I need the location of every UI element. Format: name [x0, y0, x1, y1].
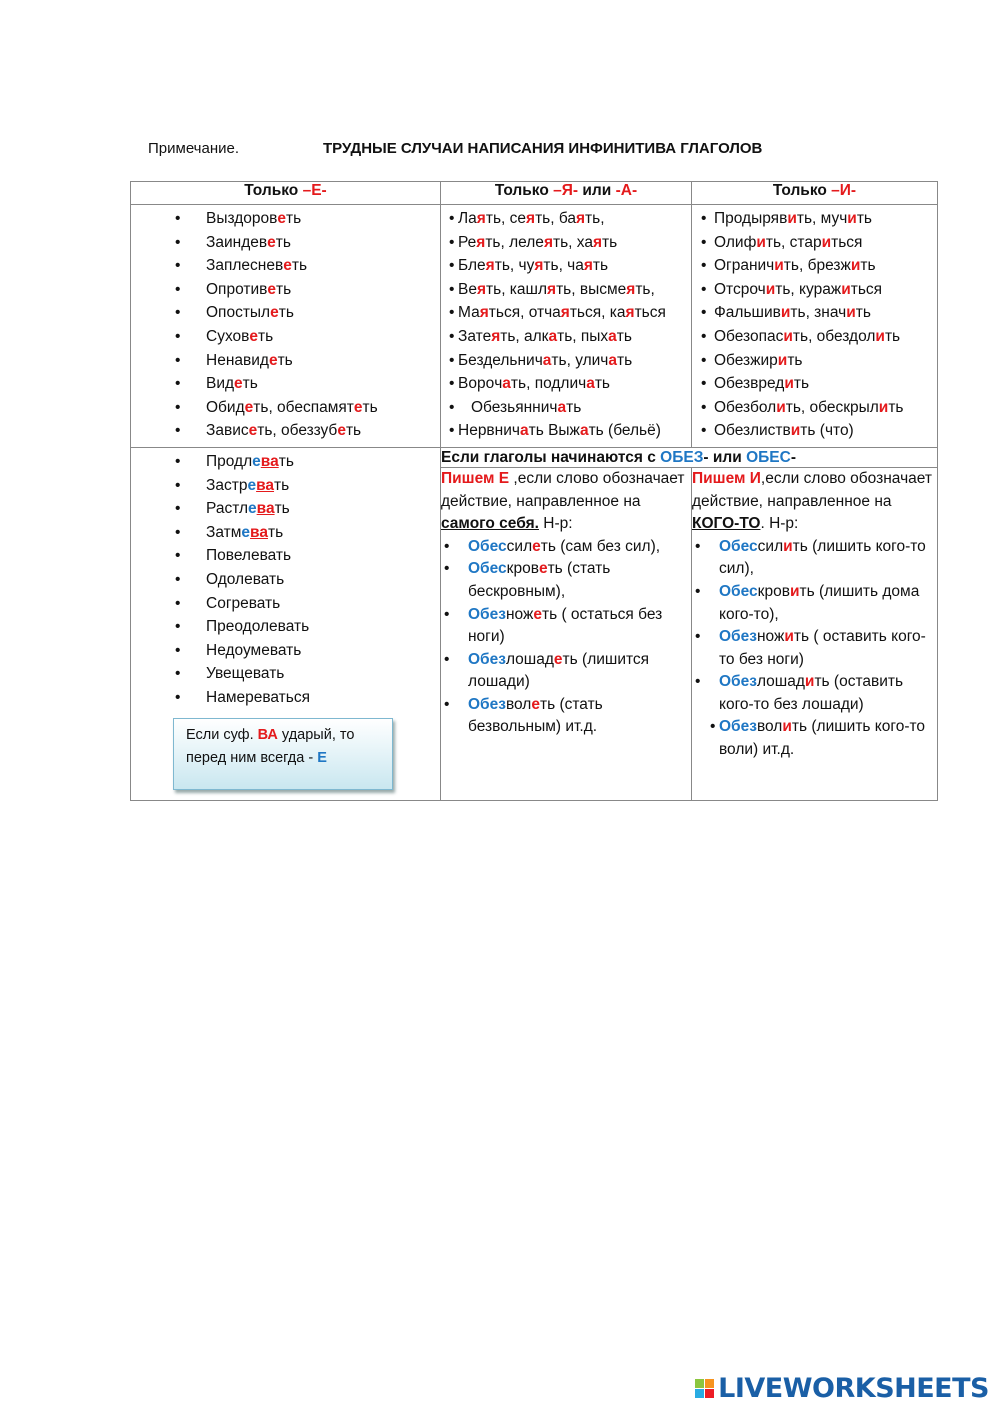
note-label: Примечание.	[148, 140, 239, 157]
list-item: • Недоумевать	[131, 639, 440, 663]
i-word-list	[692, 205, 937, 447]
list-item: • Обезболить, обескрылить	[692, 396, 937, 420]
list-item: • Выздороветь	[131, 207, 440, 231]
list-item: • Веять, кашлять, высмеять,	[441, 278, 691, 302]
list-item: • Заплесневеть	[131, 254, 440, 278]
list-item: • Повелевать	[131, 544, 440, 568]
list-item: • Согревать	[131, 592, 440, 616]
list-item: • Обезвредить	[692, 372, 937, 396]
list-item: • Ненавидеть	[131, 349, 440, 373]
column-header-i: Только –И-	[692, 182, 938, 205]
list-item: • Обезжирить	[692, 349, 937, 373]
list-item: • Обескровить (лишить дома кого-то),	[692, 581, 937, 626]
list-item: • Опостылеть	[131, 301, 440, 325]
list-item: • Обезлошадеть (лишится лошади)	[441, 649, 691, 694]
list-item: • Зависеть, обеззубеть	[131, 419, 440, 443]
column-header-e: Только –Е-	[131, 182, 441, 205]
list-item: • Застревать	[131, 474, 440, 498]
e-column-cell	[131, 205, 441, 448]
i-column-cell	[692, 205, 938, 448]
list-item: • Обезножеть ( остаться без ноги)	[441, 604, 691, 649]
page-header	[148, 140, 948, 162]
brand-name: LIVEWORKSHEETS	[718, 1372, 989, 1404]
list-item: • Нервничать Выжать (бельё)	[441, 419, 691, 443]
list-item: • Преодолевать	[131, 615, 440, 639]
list-item: • Продырявить, мучить	[692, 207, 937, 231]
list-item: • Обезлошадить (оставить кого-то без лошади)	[692, 671, 937, 716]
column-header-ya-a: Только –Я- или -А-	[441, 182, 692, 205]
page-title: ТРУДНЫЕ СЛУЧАИ НАПИСАНИЯ ИНФИНИТИВА ГЛАГОЛОВ	[323, 140, 763, 157]
rules-table	[130, 181, 938, 801]
list-item: • Обидеть, обеспамятеть	[131, 396, 440, 420]
list-item: • Продлевать	[131, 450, 440, 474]
table-header-row	[131, 182, 938, 205]
list-item: • Реять, лелеять, хаять	[441, 231, 691, 255]
list-item: • Заиндеветь	[131, 231, 440, 255]
list-item: • Маяться, отчаяться, каяться	[441, 301, 691, 325]
list-item: • Обезножить ( оставить кого-то без ноги)	[692, 626, 937, 671]
ya-a-word-list	[441, 205, 691, 447]
ya-a-column-cell	[441, 205, 692, 448]
list-item: • Ограничить, брезжить	[692, 254, 937, 278]
list-item: • Видеть	[131, 372, 440, 396]
list-item: • Обезьянничать	[441, 396, 691, 420]
list-item: • Намереваться	[131, 686, 440, 710]
list-item: • Обезопасить, обездолить	[692, 325, 937, 349]
list-item: • Суховеть	[131, 325, 440, 349]
list-item: • Ворoчать, подличать	[441, 372, 691, 396]
obez-obes-header: Если глаголы начинаются с ОБЕЗ- или ОБЕС-	[441, 447, 938, 467]
list-item: • Фальшивить, значить	[692, 301, 937, 325]
examples-e-list	[441, 536, 691, 739]
rule-e-cell	[441, 467, 692, 801]
list-item: • Растлевать	[131, 497, 440, 521]
list-item: • Блеять, чуять, чаять	[441, 254, 691, 278]
rule-e-text: Пишем Е ,если слово обозначает действие, направленное на самого себя. Н-р:	[441, 469, 685, 533]
examples-i-list	[692, 536, 937, 762]
rule-i-cell	[692, 467, 938, 801]
list-item: • Бездельничать, уличать	[441, 349, 691, 373]
liveworksheets-logo	[695, 1371, 989, 1405]
rule-i-text: Пишем И,если слово обозначает действие, направленное на КОГО-ТО. Н-р:	[692, 469, 932, 533]
list-item: • Опротиветь	[131, 278, 440, 302]
eva-word-list	[131, 448, 440, 714]
list-item: • Обезволить (лишить кого-то воли) ит.д.	[692, 716, 937, 761]
list-item: • Затеять, алкать, пыхать	[441, 325, 691, 349]
list-item: • Затмевать	[131, 521, 440, 545]
list-item: • Увещевать	[131, 662, 440, 686]
list-item: • Обезлиствить (что)	[692, 419, 937, 443]
list-item: • Олифить, стариться	[692, 231, 937, 255]
table-row	[131, 447, 938, 467]
eva-column-cell	[131, 447, 441, 801]
table-row	[131, 205, 938, 448]
stress-rule-callout: Если суф. ВА ударый, то перед ним всегда - Е	[173, 718, 393, 790]
list-item: • Обессилеть (сам без сил),	[441, 536, 691, 559]
list-item: • Одолевать	[131, 568, 440, 592]
list-item: • Обессилить (лишить кого-то сил),	[692, 536, 937, 581]
list-item: • Лаять, сеять, баять,	[441, 207, 691, 231]
list-item: • Отсрочить, куражиться	[692, 278, 937, 302]
list-item: • Обескроветь (стать бескровным),	[441, 558, 691, 603]
logo-blocks-icon	[695, 1379, 714, 1398]
e-word-list	[131, 205, 440, 447]
list-item: • Обезволеть (стать безвольным) ит.д.	[441, 694, 691, 739]
